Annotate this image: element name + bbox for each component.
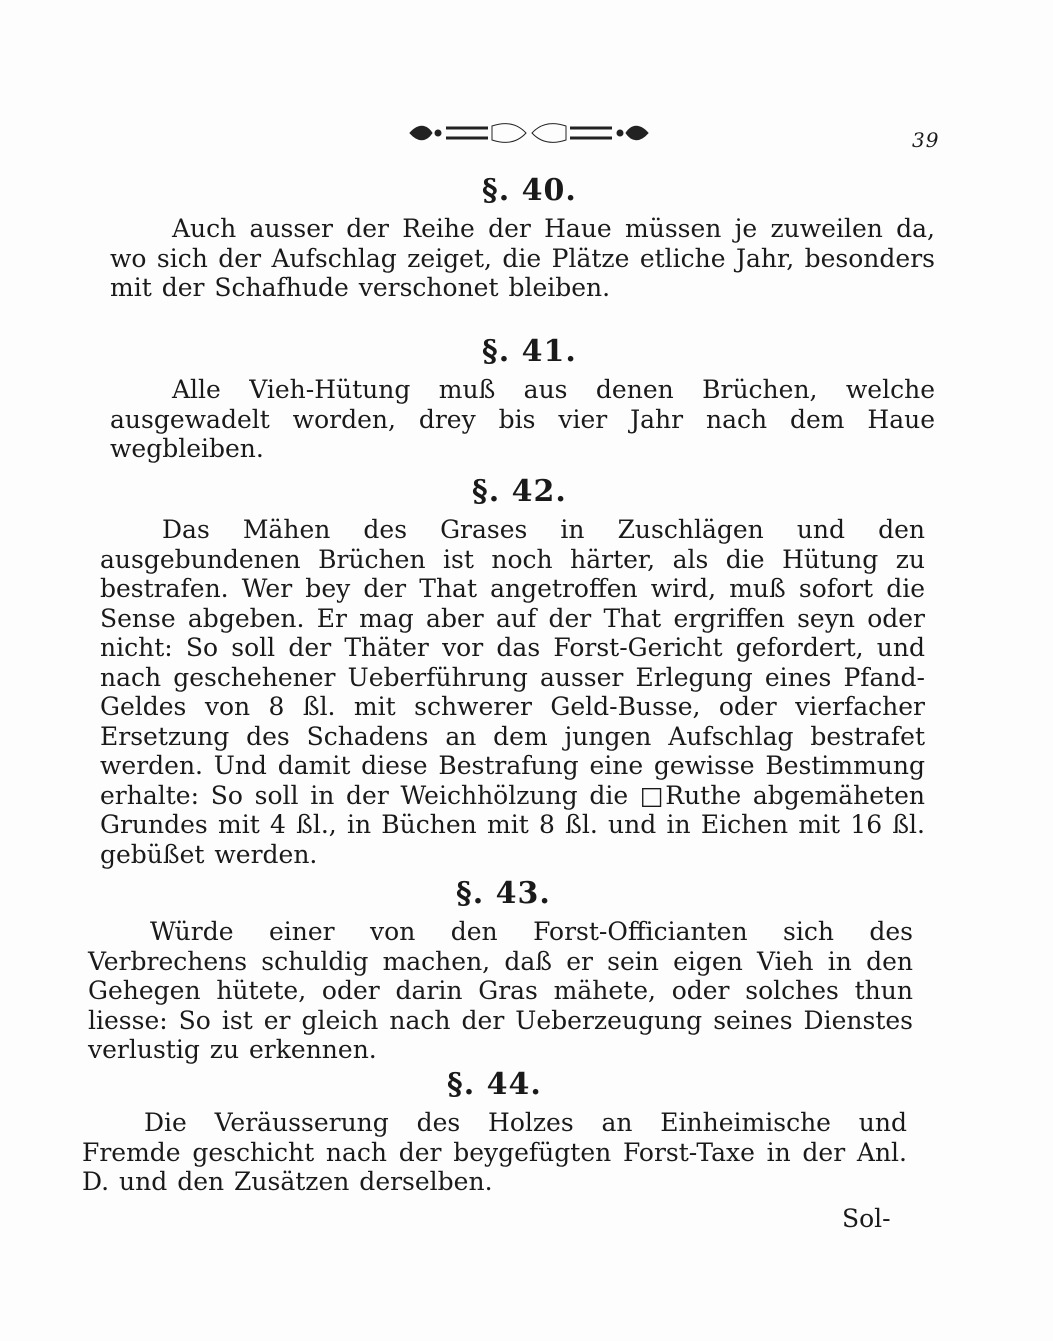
section-text: Würde einer von den Forst-Officianten sich des Verbrechens schuldig machen, daß er sein eigen Vieh in den Gehegen hütete, oder darin Gras mähete, oder solches thun liesse: So ist er gleich nach der Ueberzeugung seines Dienstes verlustig zu erkennen. [88,917,913,1064]
section-heading: §. 42. [472,474,567,509]
section-41 [110,333,935,464]
catchword: Sol- [842,1204,891,1233]
section-text: Auch ausser der Reihe der Haue müssen je zuweilen da, wo sich der Aufschlag zeiget, die Plätze etliche Jahr, besonders mit der Schafhude verschonet bleiben. [110,214,935,302]
section-40 [110,172,935,303]
section-heading: §. 40. [482,173,577,208]
section-heading: §. 41. [482,334,577,369]
section-44 [82,1066,907,1197]
section-heading: §. 43. [456,876,551,911]
ornament-divider [408,118,650,148]
section-text: Alle Vieh-Hütung muß aus denen Brüchen, welche ausgewadelt worden, drey bis vier Jahr nach dem Haue wegbleiben. [110,375,935,463]
section-42 [100,473,925,869]
page-number: 39 [912,128,940,152]
section-text: Das Mähen des Grases in Zuschlägen und den ausgebundenen Brüchen ist noch härter, als die Hütung zu bestrafen. Wer bey der That angetroffen wird, muß sofort die Sense abgeben. Er mag aber auf der That ergriffen seyn oder nicht: So soll der Thäter vor das Forst-Gericht gefordert, und nach geschehener Ueberführung ausser Erlegung eines Pfand-Geldes von 8 ßl. mit schwerer Geld-Busse, oder vierfacher Ersetzung des Schadens an dem jungen Aufschlag bestrafet werden. Und damit diese Bestrafung eine gewisse Bestimmung erhalte: So soll in der Weichhölzung die □Ruthe abgemäheten Grundes mit 4 ßl., in Büchen mit 8 ßl. und in Eichen mit 16 ßl. gebüßet werden. [100,515,925,869]
section-43 [88,875,913,1065]
section-heading: §. 44. [447,1067,542,1102]
section-text: Die Veräusserung des Holzes an Einheimische und Fremde geschicht nach der beygefügten Forst-Taxe in der Anl. D. und den Zusätzen derselben. [82,1108,907,1196]
